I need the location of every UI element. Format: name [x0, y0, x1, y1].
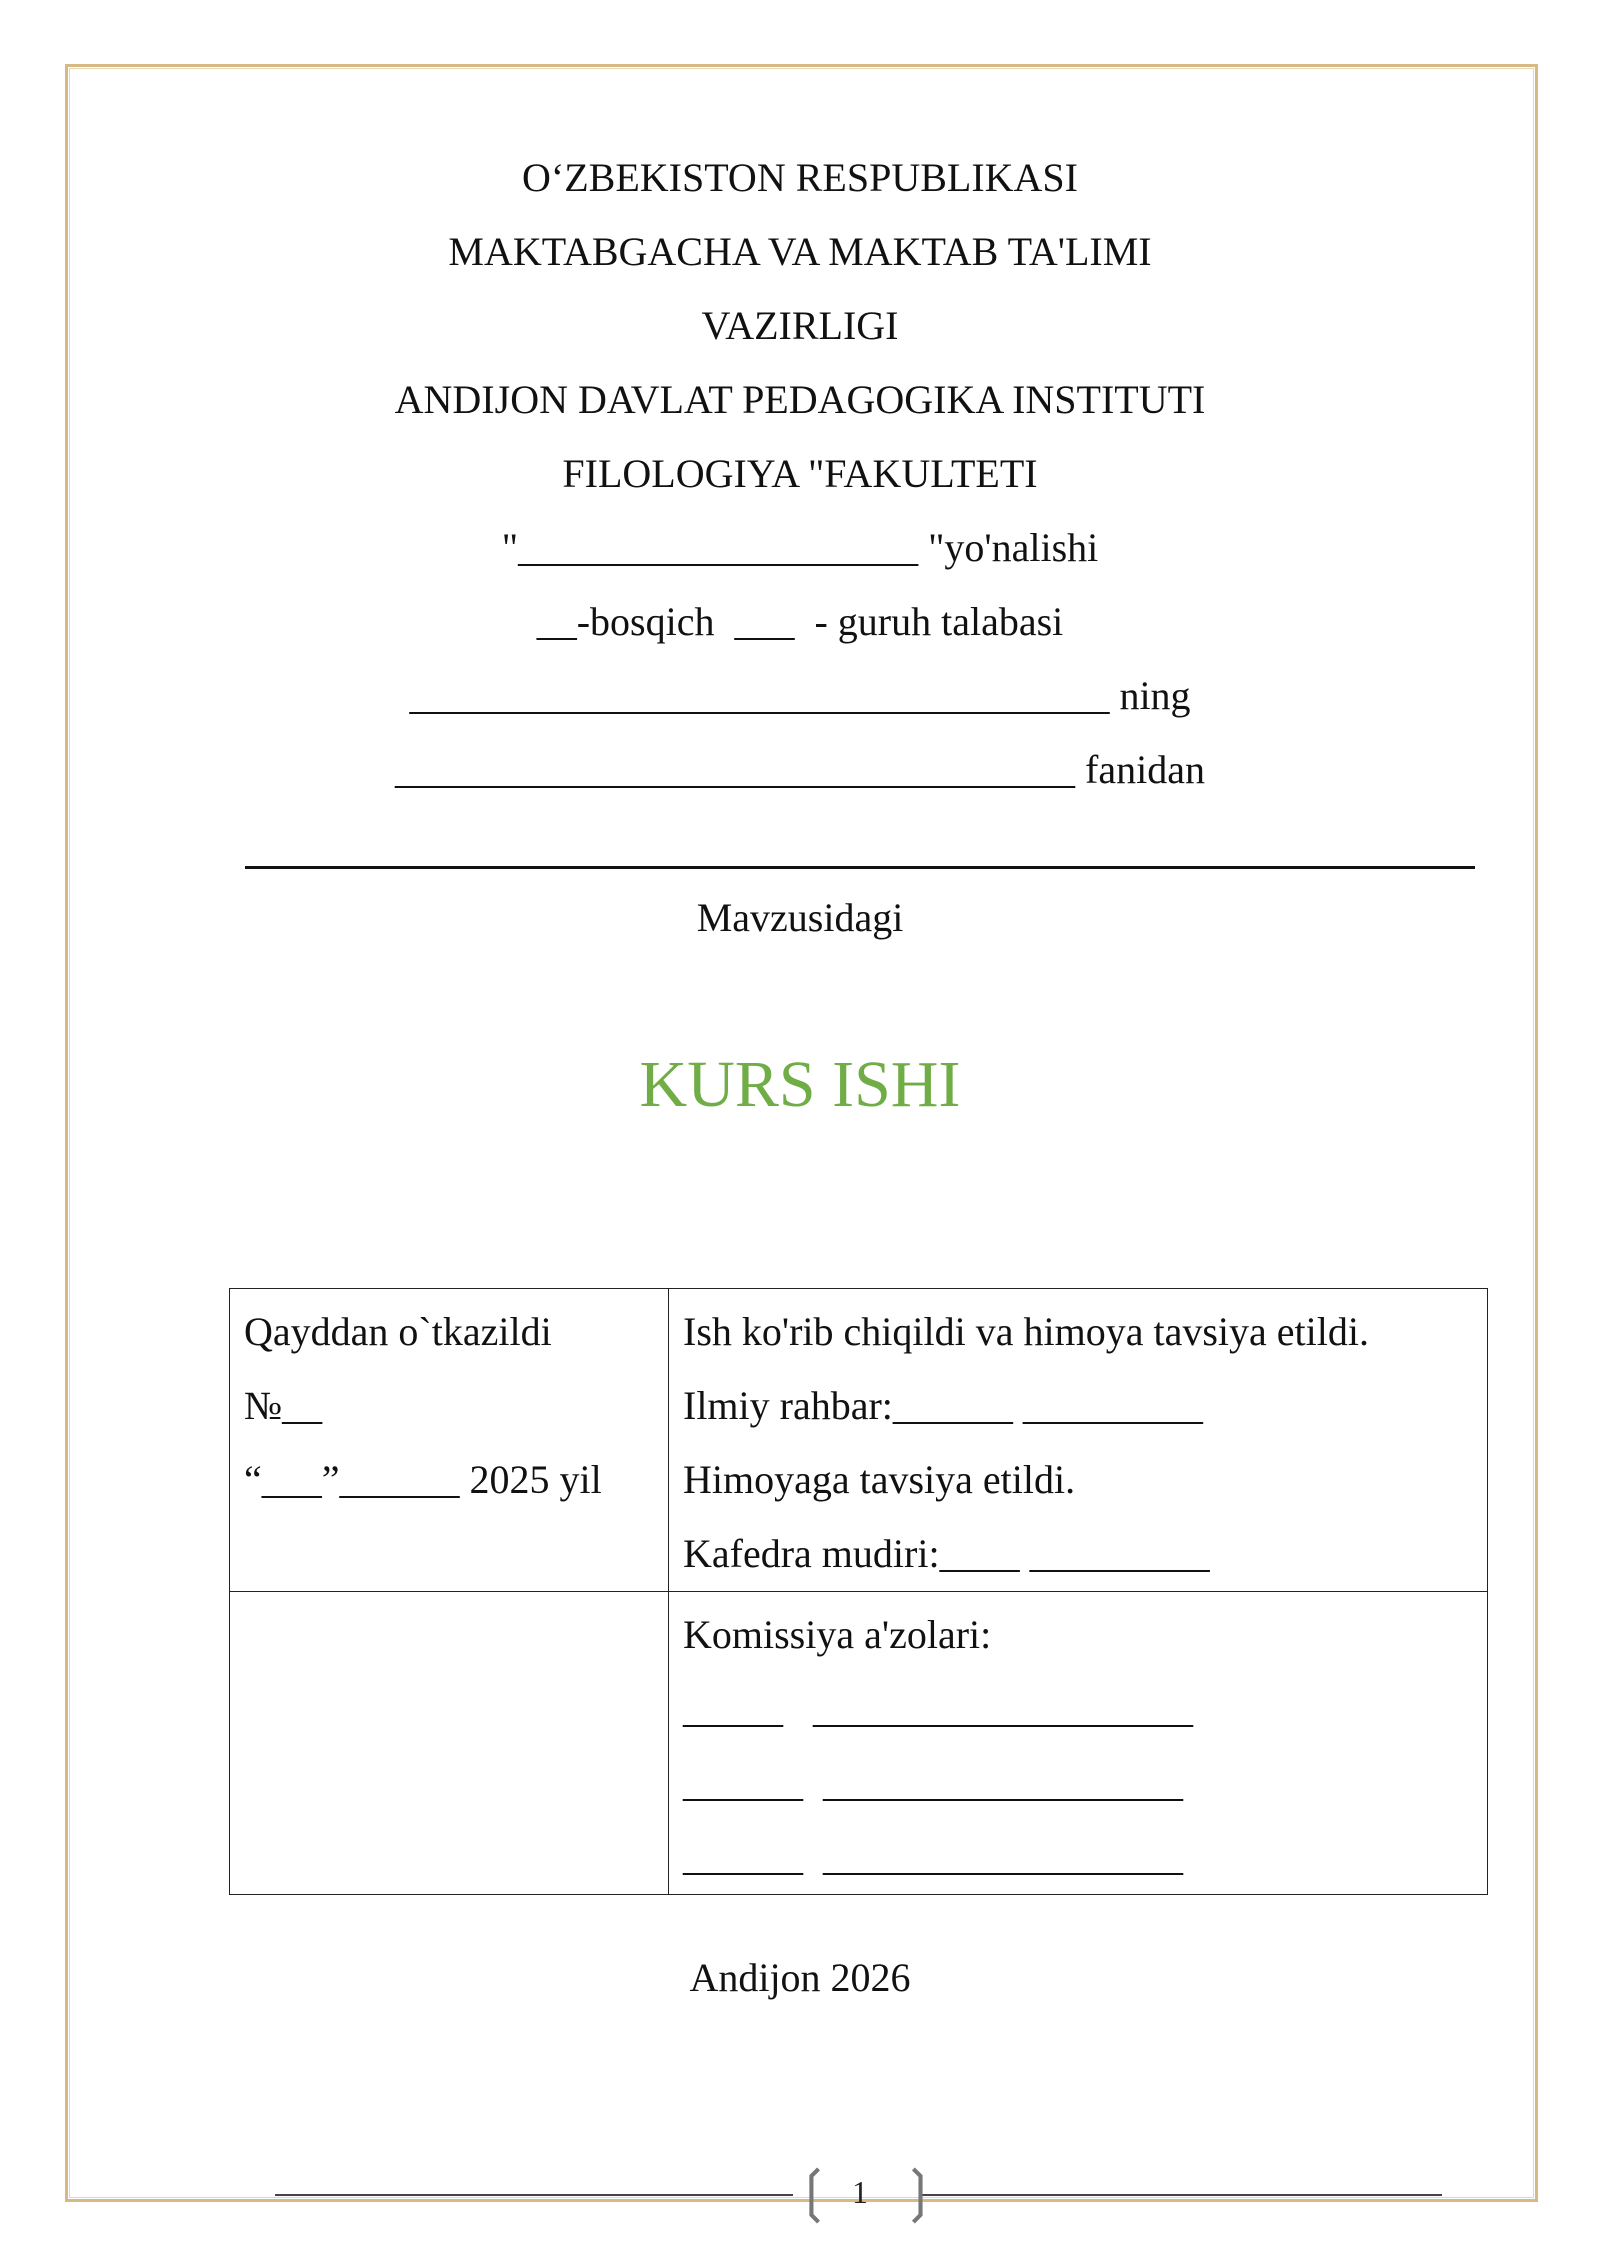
group-line: __-bosqich ___ - guruh talabasi — [536, 599, 1064, 644]
approval-table — [229, 1288, 1488, 1895]
city-year: Andijon 2026 — [689, 1955, 911, 2000]
department-head-line: Kafedra mudiri:____ _________ — [683, 1531, 1210, 1576]
registration-label: Qayddan o`tkazildi — [244, 1309, 552, 1354]
commission-member-line: _____ ___________________ — [683, 1686, 1193, 1731]
supervisor-line: Ilmiy rahbar:______ _________ — [683, 1383, 1203, 1428]
commission-member-line: ______ __________________ — [683, 1834, 1183, 1879]
subject-line: __________________________________ fanidan — [395, 747, 1205, 792]
empty-cell — [230, 1592, 669, 1895]
document-title: KURS ISHI — [639, 1048, 961, 1121]
registration-cell — [230, 1289, 669, 1592]
left-bracket-icon: ❲ — [790, 2159, 837, 2224]
table-row — [230, 1592, 1488, 1895]
topic-blank-line — [245, 866, 1475, 869]
ministry-name-cont: VAZIRLIGI — [701, 303, 899, 348]
registration-date: “___”______ 2025 yil — [244, 1457, 602, 1502]
ministry-name: MAKTABGACHA VA MAKTAB TA'LIMI — [448, 229, 1152, 274]
commission-member-line: ______ __________________ — [683, 1760, 1183, 1805]
page-number: 1 — [852, 2174, 868, 2210]
student-line: ___________________________________ ning — [409, 673, 1191, 718]
commission-cell — [669, 1592, 1488, 1895]
faculty-name: FILOLOGIYA "FAKULTETI — [562, 451, 1038, 496]
commission-label: Komissiya a'zolari: — [683, 1612, 992, 1657]
direction-line: "____________________ "yo'nalishi — [501, 525, 1099, 570]
table-row — [230, 1289, 1488, 1592]
review-cell — [669, 1289, 1488, 1592]
institute-name: ANDIJON DAVLAT PEDAGOGIKA INSTITUTI — [394, 377, 1206, 422]
right-bracket-icon: ❳ — [895, 2159, 942, 2224]
footer-rule-left — [275, 2194, 793, 2196]
topic-label: Mavzusidagi — [696, 895, 904, 940]
defense-note: Himoyaga tavsiya etildi. — [683, 1457, 1076, 1502]
country-name: O‘ZBEKISTON RESPUBLIKASI — [522, 155, 1078, 200]
registration-number: №__ — [244, 1383, 323, 1428]
footer-rule-right — [922, 2194, 1442, 2196]
review-note: Ish ko'rib chiqildi va himoya tavsiya etildi. — [683, 1309, 1369, 1354]
